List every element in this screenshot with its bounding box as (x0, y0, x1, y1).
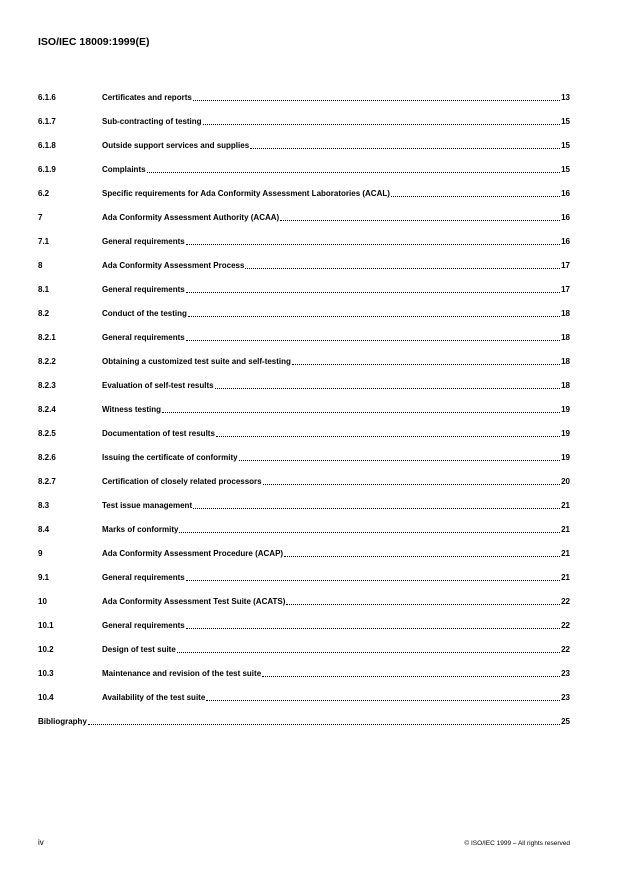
toc-entry[interactable] (38, 588, 570, 612)
toc-entry[interactable] (38, 276, 570, 300)
toc-entry-title: Test issue management (102, 501, 193, 510)
toc-dot-leader (216, 436, 560, 437)
toc-dot-leader (391, 196, 560, 197)
toc-dot-leader (286, 604, 560, 605)
toc-dot-leader (147, 172, 561, 173)
toc-entry[interactable] (38, 516, 570, 540)
toc-entry-page: 18 (561, 357, 570, 366)
toc-entry-page: 22 (561, 621, 570, 630)
toc-entry[interactable] (38, 324, 570, 348)
toc-entry-title: Ada Conformity Assessment Process (102, 261, 245, 270)
toc-entry-title: General requirements (102, 285, 185, 294)
toc-dot-leader (186, 292, 560, 293)
toc-entry[interactable] (38, 468, 570, 492)
document-header: ISO/IEC 18009:1999(E) (38, 36, 150, 48)
toc-entry[interactable] (38, 132, 570, 156)
toc-entry-title: Certification of closely related processors (102, 477, 262, 486)
toc-entry-number: 8.3 (38, 501, 50, 510)
toc-dot-leader (262, 676, 560, 677)
toc-dot-leader (162, 412, 560, 413)
toc-entry-page: 20 (561, 477, 570, 486)
toc-entry-number: 10.1 (38, 621, 54, 630)
toc-entry[interactable] (38, 492, 570, 516)
toc-dot-leader (284, 556, 560, 557)
toc-entry-page: 18 (561, 381, 570, 390)
toc-entry-number: 8.2.6 (38, 453, 56, 462)
toc-entry-number: 8.4 (38, 525, 50, 534)
toc-entry-page: 21 (561, 573, 570, 582)
toc-entry-title: Evaluation of self-test results (102, 381, 214, 390)
toc-entry-title: Certificates and reports (102, 93, 192, 102)
toc-entry-number: 6.1.9 (38, 165, 56, 174)
toc-entry[interactable] (38, 108, 570, 132)
toc-entry-page: 16 (561, 189, 570, 198)
toc-entry-page: 19 (561, 429, 570, 438)
toc-entry-number: 6.1.7 (38, 117, 56, 126)
toc-entry-title: General requirements (102, 237, 185, 246)
toc-dot-leader (263, 484, 560, 485)
toc-entry-page: 18 (561, 309, 570, 318)
toc-entry[interactable] (38, 252, 570, 276)
toc-dot-leader (186, 340, 560, 341)
toc-entry-title: Marks of conformity (102, 525, 179, 534)
toc-dot-leader (193, 100, 560, 101)
toc-entry-number: 8.2.3 (38, 381, 56, 390)
toc-entry-title: Specific requirements for Ada Conformity Assessment Laboratories (ACAL) (102, 189, 390, 198)
toc-entry-number: 9 (38, 549, 43, 558)
toc-entry-title: Availability of the test suite (102, 693, 206, 702)
toc-entry-page: 22 (561, 597, 570, 606)
table-of-contents (38, 84, 570, 732)
toc-entry-title: Documentation of test results (102, 429, 215, 438)
toc-entry-title: Issuing the certificate of conformity (102, 453, 238, 462)
toc-entry-page: 16 (561, 213, 570, 222)
toc-entry-title: General requirements (102, 333, 185, 342)
toc-entry-title: Obtaining a customized test suite and self-testing (102, 357, 291, 366)
toc-dot-leader (177, 652, 560, 653)
toc-entry[interactable] (38, 180, 570, 204)
toc-dot-leader (203, 124, 561, 125)
toc-entry-title: Ada Conformity Assessment Authority (ACAA) (102, 213, 280, 222)
toc-entry-page: 25 (561, 717, 570, 726)
toc-entry-number: 6.1.8 (38, 141, 56, 150)
toc-entry-number: 8.2.4 (38, 405, 56, 414)
toc-dot-leader (186, 244, 560, 245)
toc-entry-number: 9.1 (38, 573, 50, 582)
toc-entry-number: 8.1 (38, 285, 50, 294)
toc-entry[interactable] (38, 156, 570, 180)
toc-entry[interactable] (38, 684, 570, 708)
toc-entry-number: 10.4 (38, 693, 54, 702)
toc-entry-number: 10.2 (38, 645, 54, 654)
footer-copyright: © ISO/IEC 1999 – All rights reserved (464, 840, 570, 847)
toc-entry-number: 7 (38, 213, 43, 222)
toc-dot-leader (186, 628, 560, 629)
toc-entry-page: 19 (561, 405, 570, 414)
toc-entry[interactable] (38, 540, 570, 564)
toc-entry-title: General requirements (102, 573, 185, 582)
toc-entry[interactable] (38, 636, 570, 660)
toc-dot-leader (186, 580, 560, 581)
toc-dot-leader (188, 316, 560, 317)
toc-entry-title: Outside support services and supplies (102, 141, 250, 150)
toc-entry[interactable] (38, 348, 570, 372)
toc-entry-number: 8.2.1 (38, 333, 56, 342)
toc-dot-leader (239, 460, 561, 461)
toc-dot-leader (179, 532, 560, 533)
toc-entry-number: 6.1.6 (38, 93, 56, 102)
footer-page-number: iv (38, 838, 44, 847)
toc-entry-page: 16 (561, 237, 570, 246)
toc-entry-number: 8.2.2 (38, 357, 56, 366)
toc-entry-title: Conduct of the testing (102, 309, 187, 318)
toc-entry-page: 23 (561, 669, 570, 678)
toc-entry-page: 13 (561, 93, 570, 102)
toc-entry-page: 15 (561, 141, 570, 150)
toc-entry-page: 21 (561, 525, 570, 534)
toc-entry-number: 6.2 (38, 189, 50, 198)
toc-entry-title: General requirements (102, 621, 185, 630)
toc-entry-number: 10 (38, 597, 47, 606)
toc-dot-leader (250, 148, 560, 149)
toc-dot-leader (292, 364, 560, 365)
toc-entry-title: Complaints (102, 165, 146, 174)
toc-entry-title: Ada Conformity Assessment Procedure (ACAP) (102, 549, 284, 558)
toc-entry[interactable] (38, 204, 570, 228)
toc-entry-title: Maintenance and revision of the test suite (102, 669, 262, 678)
toc-entry[interactable] (38, 564, 570, 588)
toc-entry-number: 7.1 (38, 237, 50, 246)
toc-entry[interactable] (38, 420, 570, 444)
toc-entry[interactable] (38, 708, 570, 732)
toc-entry-page: 15 (561, 117, 570, 126)
toc-entry-title: Design of test suite (102, 645, 176, 654)
toc-entry[interactable] (38, 444, 570, 468)
toc-entry-title: Sub-contracting of testing (102, 117, 202, 126)
toc-entry[interactable] (38, 84, 570, 108)
toc-entry-page: 18 (561, 333, 570, 342)
toc-dot-leader (280, 220, 560, 221)
toc-dot-leader (193, 508, 560, 509)
toc-entry[interactable] (38, 660, 570, 684)
toc-entry[interactable] (38, 300, 570, 324)
toc-entry-page: 15 (561, 165, 570, 174)
toc-entry-page: 17 (561, 285, 570, 294)
toc-entry[interactable] (38, 396, 570, 420)
toc-entry-number: 8.2.7 (38, 477, 56, 486)
toc-entry-number: 10.3 (38, 669, 54, 678)
toc-entry-page: 21 (561, 501, 570, 510)
toc-entry-number: 8.2.5 (38, 429, 56, 438)
toc-entry[interactable] (38, 372, 570, 396)
toc-entry-page: 23 (561, 693, 570, 702)
toc-dot-leader (245, 268, 560, 269)
toc-entry-page: 17 (561, 261, 570, 270)
toc-entry[interactable] (38, 612, 570, 636)
toc-entry-title: Ada Conformity Assessment Test Suite (ACATS) (102, 597, 286, 606)
toc-entry-page: 19 (561, 453, 570, 462)
toc-entry[interactable] (38, 228, 570, 252)
toc-dot-leader (206, 700, 560, 701)
toc-entry-number: 8.2 (38, 309, 50, 318)
toc-entry-number: 8 (38, 261, 43, 270)
toc-dot-leader (215, 388, 561, 389)
toc-dot-leader (88, 724, 560, 725)
toc-entry-page: 21 (561, 549, 570, 558)
toc-entry-title: Bibliography (38, 717, 87, 726)
toc-entry-title: Witness testing (102, 405, 162, 414)
toc-entry-page: 22 (561, 645, 570, 654)
